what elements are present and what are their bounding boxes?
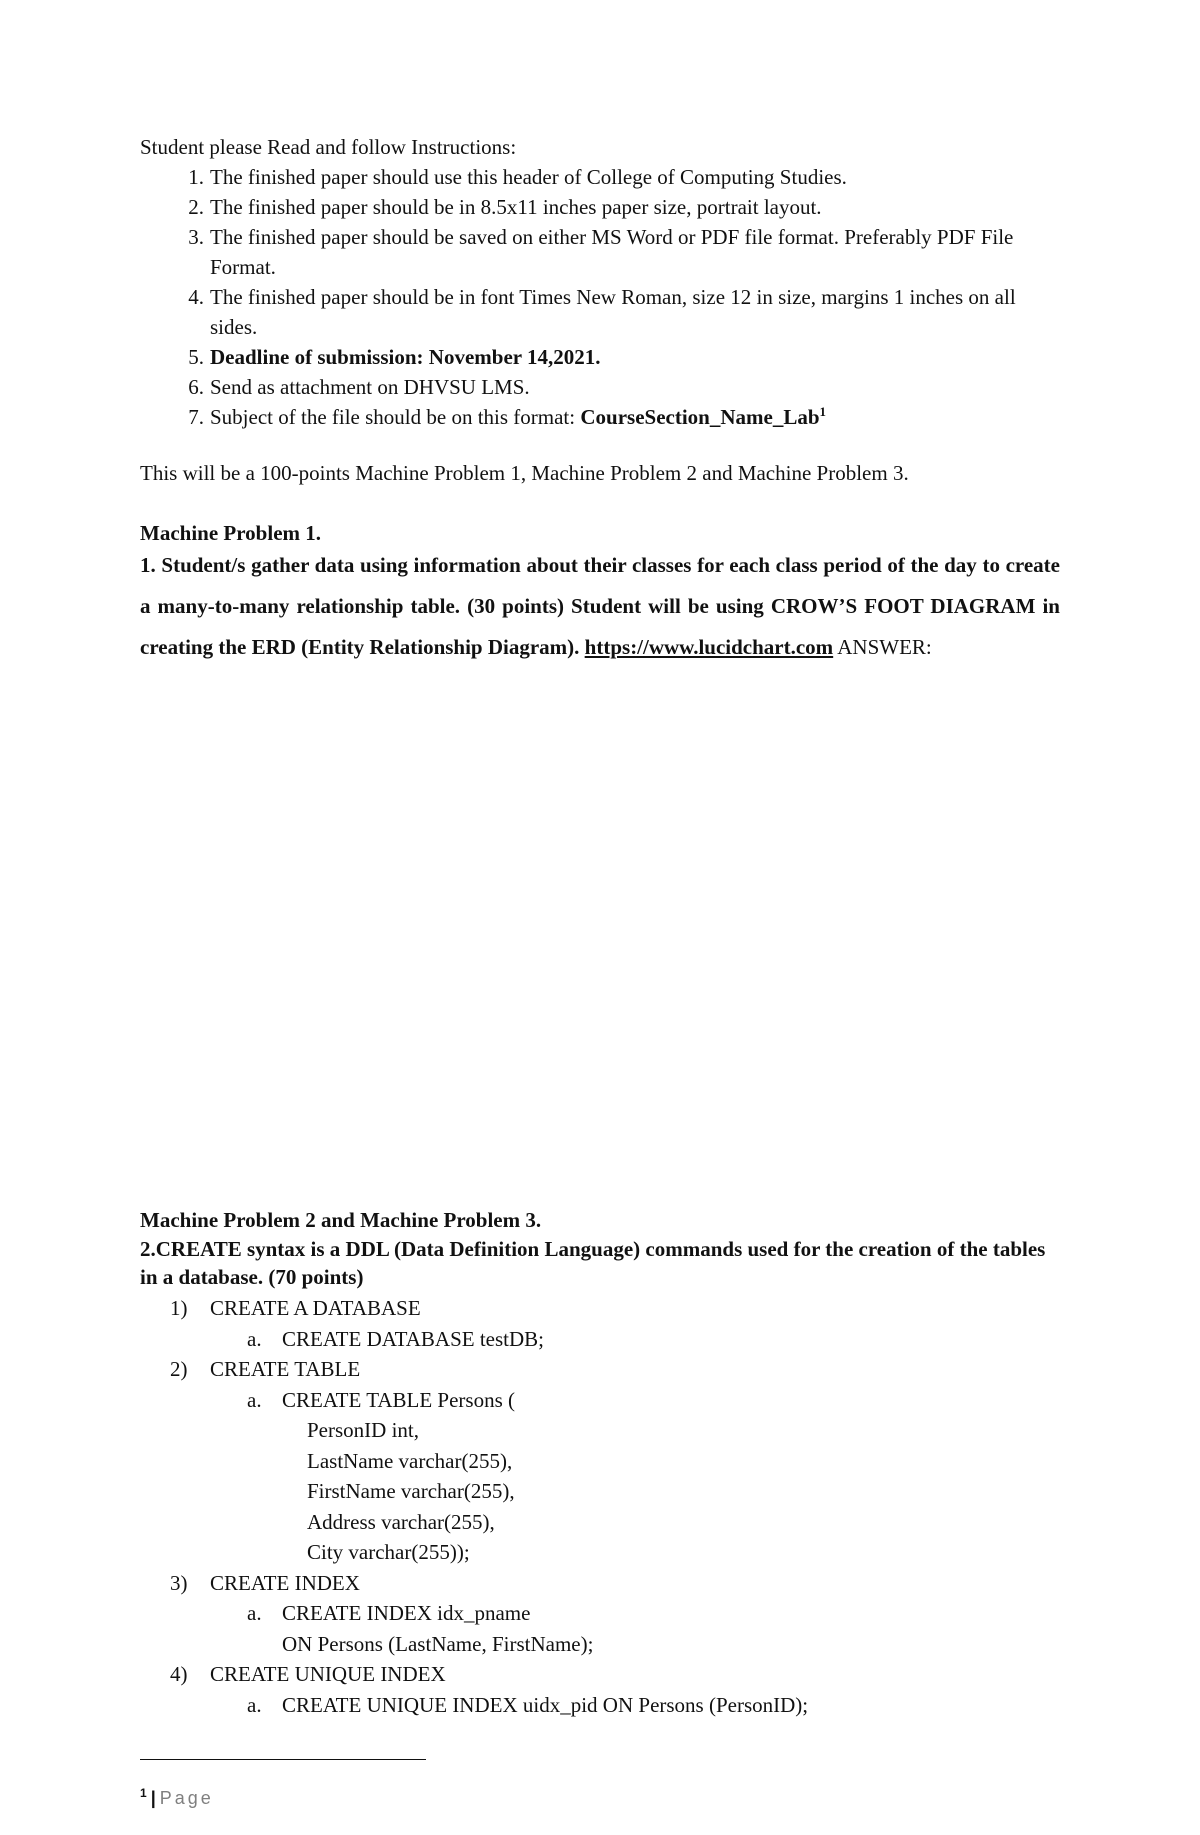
lucidchart-link[interactable]: https://www.lucidchart.com <box>584 635 834 659</box>
step-sub: a. CREATE DATABASE testDB; <box>247 1326 544 1351</box>
instruction-item-deadline: 5. Deadline of submission: November 14,2021. <box>188 345 601 369</box>
footnote-number: 1 <box>140 1786 147 1800</box>
page-footer <box>140 1778 214 1813</box>
step-item: 3) CREATE INDEX <box>170 1570 360 1595</box>
instruction-item: 4. The finished paper should be in font Times New Roman, size 12 in size, margins 1 inches on all sides. <box>188 285 1016 339</box>
instructions-section <box>140 132 1060 432</box>
instruction-item: 3. The finished paper should be saved on either MS Word or PDF file format. Preferably PDF File Format. <box>188 225 1014 279</box>
code-line: FirstName varchar(255), <box>307 1479 515 1503</box>
footer-separator: | <box>150 1788 156 1808</box>
instruction-item: 1. The finished paper should use this header of College of Computing Studies. <box>188 165 847 189</box>
step-item: 1) CREATE A DATABASE <box>170 1296 421 1320</box>
page-label: Page <box>159 1788 214 1808</box>
step-sub: a. CREATE INDEX idx_pname <box>247 1601 531 1625</box>
instruction-item: 2. The finished paper should be in 8.5x11 inches paper size, portrait layout. <box>188 195 822 219</box>
mp23-intro: 2.CREATE syntax is a DDL (Data Definition Language) commands used for the creation of the tables in a database. (70 points) <box>140 1237 1046 1289</box>
mp23-title: Machine Problem 2 and Machine Problem 3. <box>140 1208 542 1232</box>
instruction-item-file-format: 7. Subject of the file should be on this format: CourseSection_Name_Lab$^1$ <box>188 404 827 429</box>
instruction-item: 6. Send as attachment on DHVSU LMS. <box>188 375 530 399</box>
answer-label: ANSWER: <box>833 635 932 659</box>
code-line: PersonID int, <box>307 1418 419 1442</box>
instructions-heading: Student please Read and follow Instructions: <box>140 135 517 159</box>
points-statement: This will be a 100-points Machine Problem 1, Machine Problem 2 and Machine Problem 3. <box>140 461 909 485</box>
step-item: 4) CREATE UNIQUE INDEX <box>170 1662 446 1686</box>
create-steps <box>140 1293 1060 1720</box>
code-line: Address varchar(255), <box>307 1509 495 1534</box>
mp1-body <box>140 545 1060 668</box>
footnote-ref: 1 <box>819 404 827 419</box>
code-line: ON Persons (LastName, FirstName); <box>282 1631 594 1656</box>
mp1-title: Machine Problem 1. <box>140 521 322 545</box>
step-sub: a. CREATE TABLE Persons ( <box>247 1387 516 1412</box>
instructions-list <box>140 162 1060 432</box>
footnote-divider <box>140 1759 426 1760</box>
code-line: City varchar(255)); <box>307 1540 470 1564</box>
mp1-text: 1. Student/s gather data using information about their classes for each class period of the day to create a many-to-many relationship table. (30 points) Student will be using CROW’S FOOT DIAGRAM in creating the ERD (Entity Relationship Diagram). <box>140 553 1060 659</box>
step-sub: a. CREATE UNIQUE INDEX uidx_pid ON Persons (PersonID); <box>247 1692 809 1717</box>
step-item: 2) CREATE TABLE <box>170 1357 361 1381</box>
code-line: LastName varchar(255), <box>307 1448 513 1473</box>
